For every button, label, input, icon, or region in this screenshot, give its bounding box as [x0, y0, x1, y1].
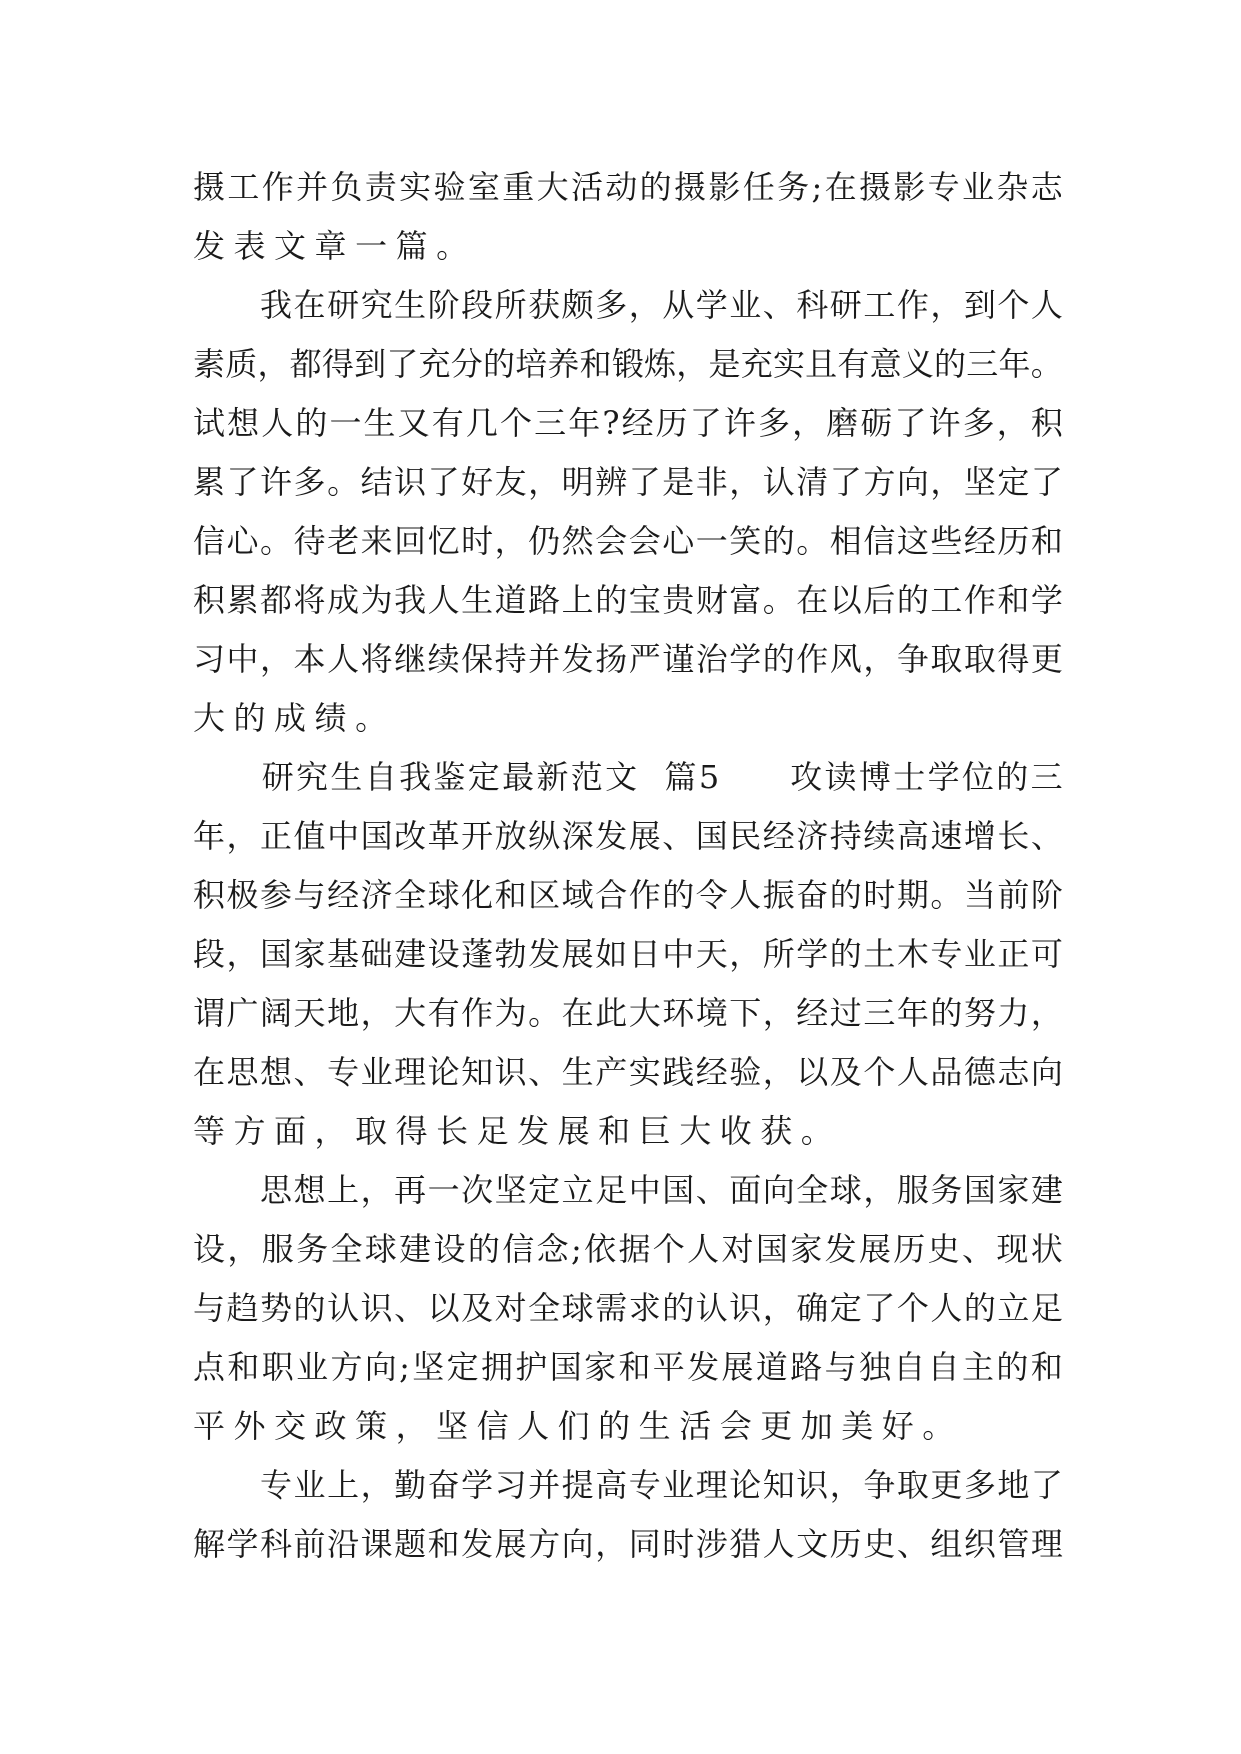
text-line: 我 在 研 究 生 阶 段 所 获 颇 多 ， 从 学 业 、 科 研 工 作 ， 到 个 人: [260, 286, 1063, 324]
text-line: 专 业 上 ， 勤 奋 学 习 并 提 高 专 业 理 论 知 识 ， 争 取 更 多 地 了: [260, 1466, 1063, 1504]
text-line: 累 了 许 多 。 结 识 了 好 友 ， 明 辨 了 是 非 ， 认 清 了 方 向 ， 坚 定 了: [193, 463, 1063, 501]
text-line: 等 方 面 ， 取 得 长 足 发 展 和 巨 大 收 获 。: [193, 1112, 833, 1150]
text-line: 积 累 都 将 成 为 我 人 生 道 路 上 的 宝 贵 财 富 。 在 以 后 的 工 作 和 学: [193, 581, 1063, 619]
text-line: 与 趋 势 的 认 识 、 以 及 对 全 球 需 求 的 认 识 ， 确 定 了 个 人 的 立 足: [193, 1289, 1063, 1327]
text-line: 研 究 生 自 我 鉴 定 最 新 范 文 篇 5 攻 读 博 士 学 位 的 三: [261, 758, 1063, 796]
text-line: 设 ， 服 务 全 球 建 设 的 信 念 ; 依 据 个 人 对 国 家 发 展 历 史 、 现 状: [193, 1230, 1063, 1268]
text-line: 积 极 参 与 经 济 全 球 化 和 区 域 合 作 的 令 人 振 奋 的 时 期 。 当 前 阶: [193, 876, 1063, 914]
text-line: 平 外 交 政 策 ， 坚 信 人 们 的 生 活 会 更 加 美 好 。: [193, 1407, 955, 1445]
text-line: 解 学 科 前 沿 课 题 和 发 展 方 向 ， 同 时 涉 猎 人 文 历 史 、 组 织 管 理: [193, 1525, 1063, 1563]
text-line: 信 心 。 待 老 来 回 忆 时 ， 仍 然 会 会 心 一 笑 的 。 相 信 这 些 经 历 和: [193, 522, 1063, 560]
text-line: 思 想 上 ， 再 一 次 坚 定 立 足 中 国 、 面 向 全 球 ， 服 务 国 家 建: [260, 1171, 1063, 1209]
text-line: 大 的 成 绩 。: [193, 699, 388, 737]
body-text: [193, 158, 1063, 1574]
text-line: 段 ， 国 家 基 础 建 设 蓬 勃 发 展 如 日 中 天 ， 所 学 的 土 木 专 业 正 可: [193, 935, 1063, 973]
text-line: 素 质 ， 都 得 到 了 充 分 的 培 养 和 锻 炼 ， 是 充 实 且 有 意 义 的 三 年 。: [193, 345, 1063, 383]
text-line: 点 和 职 业 方 向 ; 坚 定 拥 护 国 家 和 平 发 展 道 路 与 独 自 自 主 的 和: [193, 1348, 1063, 1386]
text-line: 摄 工 作 并 负 责 实 验 室 重 大 活 动 的 摄 影 任 务 ; 在 摄 影 专 业 杂 志: [193, 168, 1063, 206]
text-line: 在 思 想 、 专 业 理 论 知 识 、 生 产 实 践 经 验 ， 以 及 个 人 品 德 志 向: [193, 1053, 1063, 1091]
text-line: 年 ， 正 值 中 国 改 革 开 放 纵 深 发 展 、 国 民 经 济 持 续 高 速 增 长 、: [193, 817, 1063, 855]
text-line: 试 想 人 的 一 生 又 有 几 个 三 年 ? 经 历 了 许 多 ， 磨 砺 了 许 多 ， 积: [193, 404, 1063, 442]
text-line: 习 中 ， 本 人 将 继 续 保 持 并 发 扬 严 谨 治 学 的 作 风 ， 争 取 取 得 更: [193, 640, 1063, 678]
text-line: 发 表 文 章 一 篇 。: [193, 227, 469, 265]
text-line: 谓 广 阔 天 地 ， 大 有 作 为 。 在 此 大 环 境 下 ， 经 过 三 年 的 努 力 ，: [193, 994, 1063, 1032]
